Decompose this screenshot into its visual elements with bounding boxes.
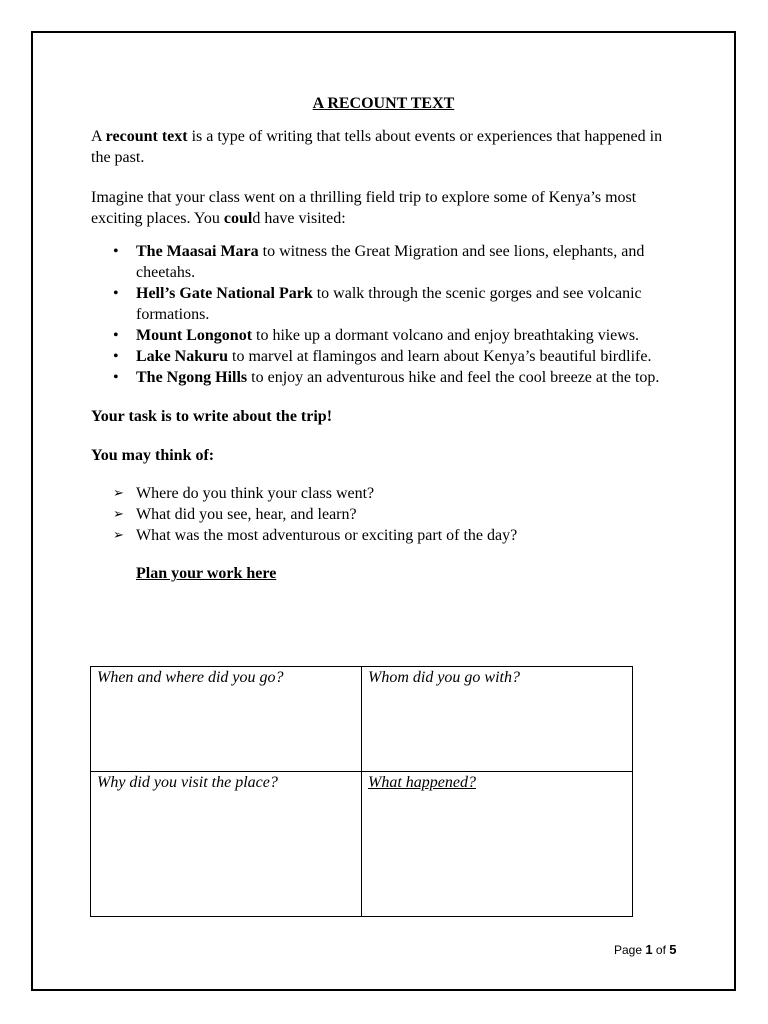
list-item <box>91 283 676 325</box>
question-text: What did you see, hear, and learn? <box>136 506 357 523</box>
place-name: Hell’s Gate National Park <box>136 285 313 302</box>
list-item <box>91 241 676 283</box>
bullet-icon: • <box>113 243 119 260</box>
arrow-bullet-icon: ➢ <box>113 528 124 543</box>
intro-bold-term: recount text <box>105 128 188 145</box>
list-item <box>91 483 676 504</box>
imagine-bold: coul <box>223 210 253 227</box>
think-heading: You may think of: <box>91 447 215 464</box>
table-row <box>91 667 633 772</box>
place-name: The Ngong Hills <box>136 369 248 386</box>
place-description: to walk through the scenic gorges and see volcanic formations. <box>136 285 642 323</box>
cell-prompt: Whom did you go with? <box>368 669 520 686</box>
imagine-paragraph <box>91 187 676 229</box>
arrow-bullet-icon: ➢ <box>113 507 124 522</box>
page-word: Page <box>614 943 646 957</box>
intro-paragraph <box>91 126 676 168</box>
plan-table <box>90 666 633 917</box>
plan-heading: Plan your work here <box>136 565 277 582</box>
page-number-footer <box>614 942 677 957</box>
imagine-text: Imagine that your class went on a thrilling field trip to explore some of Kenya’s most exciting places. You <box>91 189 637 227</box>
bullet-icon: • <box>113 348 119 365</box>
list-item <box>91 504 676 525</box>
place-description: to witness the Great Migration and see lions, elephants, and cheetahs. <box>136 243 645 281</box>
plan-cell-what-happened[interactable] <box>362 772 633 917</box>
intro-suffix: is a type of writing that tells about events or experiences that happened in the past. <box>91 128 663 166</box>
place-name: Lake Nakuru <box>136 348 229 365</box>
cell-prompt: When and where did you go? <box>97 669 284 686</box>
plan-cell-when-where[interactable] <box>91 667 362 772</box>
place-description: to hike up a dormant volcano and enjoy breathtaking views. <box>252 327 640 344</box>
list-item <box>91 525 676 546</box>
bullet-icon: • <box>113 327 119 344</box>
plan-cell-why[interactable] <box>91 772 362 917</box>
list-item <box>91 367 676 388</box>
place-description: to marvel at flamingos and learn about Kenya’s beautiful birdlife. <box>228 348 652 365</box>
question-text: Where do you think your class went? <box>136 485 375 502</box>
place-name: The Maasai Mara <box>136 243 259 260</box>
cell-prompt: Why did you visit the place? <box>97 774 278 791</box>
bullet-icon: • <box>113 369 119 386</box>
document-body <box>91 94 676 584</box>
table-row <box>91 772 633 917</box>
place-description: to enjoy an adventurous hike and feel the cool breeze at the top. <box>247 369 660 386</box>
place-name: Mount Longonot <box>136 327 253 344</box>
intro-prefix: A <box>91 128 106 145</box>
cell-prompt: What happened? <box>368 774 476 791</box>
current-page: 1 <box>645 942 653 957</box>
list-item <box>91 325 676 346</box>
total-pages: 5 <box>669 942 677 957</box>
task-statement: Your task is to write about the trip! <box>91 408 333 425</box>
bullet-icon: • <box>113 285 119 302</box>
plan-cell-whom[interactable] <box>362 667 633 772</box>
arrow-bullet-icon: ➢ <box>113 486 124 501</box>
of-word: of <box>652 943 670 957</box>
questions-list <box>91 483 676 546</box>
question-text: What was the most adventurous or exciting part of the day? <box>136 527 518 544</box>
list-item <box>91 346 676 367</box>
imagine-suffix: d have visited: <box>252 210 346 227</box>
page-title: A RECOUNT TEXT <box>312 95 455 112</box>
places-list <box>91 241 676 388</box>
